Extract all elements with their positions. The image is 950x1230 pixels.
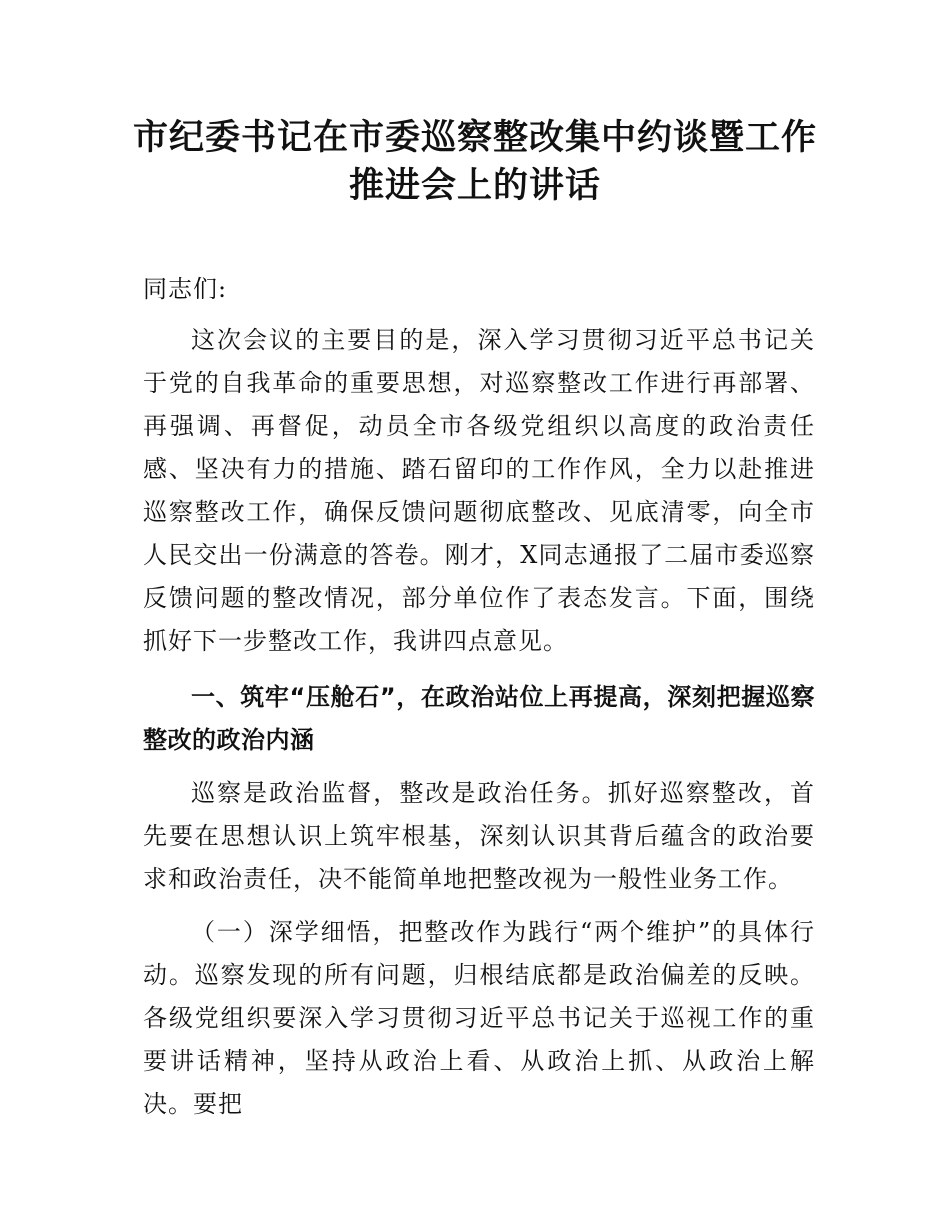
paragraph-subsection-1: （一）深学细悟，把整改作为践行“两个维护”的具体行动。巡察发现的所有问题，归根结底都是政治偏差的反映。各级党组织要深入学习贯彻习近平总书记关于巡视工作的重要讲话精神，坚持从政治上看、从政治上抓、从政治上解决。要把	[143, 918, 815, 1118]
document-title-line-2: 推进会上的讲话	[348, 165, 601, 206]
greeting: 同志们:	[143, 275, 228, 303]
document-title-line-1: 市纪委书记在市委巡察整改集中约谈暨工作	[132, 117, 817, 158]
paragraph-section-1-intro: 巡察是政治监督，整改是政治任务。抓好巡察整改，首先要在思想认识上筑牢根基，深刻认识其背后蕴含的政治要求和政治责任，决不能简单地把整改视为一般性业务工作。	[143, 779, 815, 893]
section-heading-1: 一、筑牢“压舱石”，在政治站位上再提高，深刻把握巡察整改的政治内涵	[143, 683, 815, 754]
paragraph-intro: 这次会议的主要目的是，深入学习贯彻习近平总书记关于党的自我革命的重要思想，对巡察整改工作进行再部署、再强调、再督促，动员全市各级党组织以高度的政治责任感、坚决有力的措施、踏石留印的工作作风，全力以赴推进巡察整改工作，确保反馈问题彻底整改、见底清零，向全市人民交出一份满意的答卷。刚才，X同志通报了二届市委巡察反馈问题的整改情况，部分单位作了表态发言。下面，围绕抓好下一步整改工作，我讲四点意见。	[143, 326, 815, 655]
